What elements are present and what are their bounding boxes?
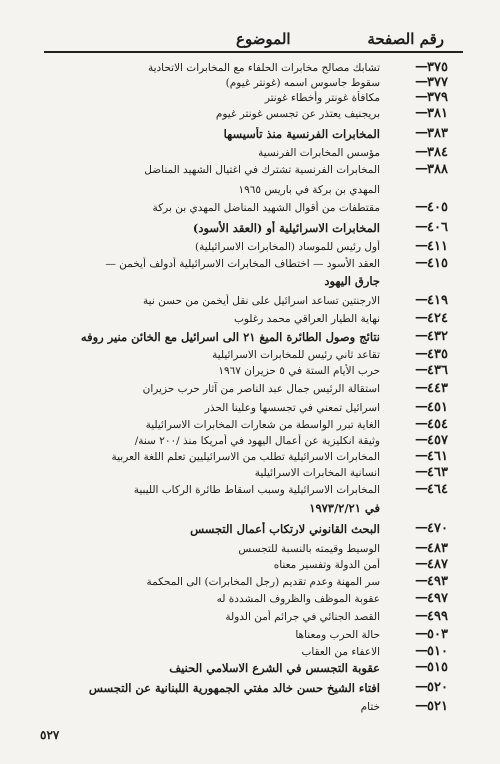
toc-dash: — (415, 74, 428, 89)
toc-entry (70, 521, 448, 537)
toc-page-number: ٤٥٧ (427, 433, 448, 448)
toc-dash: — (415, 380, 428, 395)
toc-page-number: ٣٧٧ (427, 75, 448, 90)
toc-entry-title: حالة الحرب ومعناها (295, 629, 380, 641)
toc-entry-title: المخابرات الفرنسية تشترك في اغتيال الشهيد المناضل (144, 164, 380, 176)
toc-dash: — (415, 608, 428, 623)
toc-entry (70, 465, 448, 481)
toc-entry-title: المهدي بن بركة في باريس ١٩٦٥ (238, 184, 380, 196)
toc-dash: — (415, 144, 428, 159)
toc-page-number: ٤٤٣ (427, 381, 448, 396)
toc-entry (70, 106, 448, 122)
toc-entry-title: مكافأة غونتر وأخطاء غونتر (264, 92, 380, 104)
toc-dash: — (415, 481, 428, 496)
toc-dash: — (415, 238, 428, 253)
toc-dash: — (415, 125, 428, 140)
toc-dash: — (415, 105, 428, 120)
toc-dash: — (415, 362, 428, 377)
toc-entry (70, 256, 448, 272)
toc-entry-title: المخابرات الاسرائيلية وسبب اسقاط طائرة الركاب الليبية (133, 484, 380, 496)
toc-page-number: ٤١٩ (427, 293, 448, 308)
toc-entry-title: مؤسس المخابرات الفرنسية (258, 147, 380, 159)
toc-entry-title: القصد الجنائي في جرائم أمن الدولة (225, 611, 380, 623)
toc-entry-title: الارجنتين تساعد اسرائيل على نقل أيخمن من حسن نية (143, 295, 380, 307)
toc-entry-title: المخابرات الفرنسية منذ تأسيسها (223, 127, 380, 141)
toc-entry (70, 329, 448, 345)
page-folio: ٥٢٧ (40, 728, 60, 742)
toc-entry-title: افتاء الشيخ حسن خالد مفتي الجمهورية اللبنانية عن التجسس (88, 681, 380, 695)
toc-page-number: ٤٣٢ (427, 329, 448, 344)
toc-page-number: ٤٠٥ (427, 200, 448, 215)
toc-page-number: ٥١٥ (427, 660, 448, 675)
toc-entry-title: أول رئيس للموساد (المخابرات الاسرائيلية) (194, 241, 380, 253)
toc-entry-title: نهاية الطيار العراقي محمد رغلوب (233, 313, 380, 325)
toc-page-number: ٥٢٠ (427, 680, 448, 695)
toc-page-number: ٤٧٠ (427, 521, 448, 536)
toc-page-number: ٤٨٧ (427, 557, 448, 572)
toc-entry-title: بريجنيف يعتذر عن تجسس غونتر غيوم (215, 108, 380, 120)
toc-entry (70, 182, 448, 198)
toc-entry-title: تقاعد ثاني رئيس للمخابرات الاسرائيلية (212, 349, 380, 361)
toc-entry (70, 417, 448, 433)
toc-page-number: ٤٩٣ (427, 574, 448, 589)
toc-dash: — (415, 590, 428, 605)
toc-entry (70, 126, 448, 142)
toc-entry (70, 400, 448, 416)
topic-heading: الموضوع (236, 30, 291, 48)
toc-entry-title: تشابك مصالح مخابرات الحلفاء مع المخابرات الاتحادية (147, 62, 380, 74)
toc-entry-title: العقد الأسود — اختطاف المخابرات الاسرائيلية أدولف أيخمن — (105, 258, 380, 270)
toc-entry (70, 75, 448, 91)
toc-page-number: ٤١١ (427, 239, 448, 254)
toc-entry (70, 449, 448, 465)
toc-page-number: ٥١٠ (427, 644, 448, 659)
toc-entry-title: الغاية تبرر الواسطة من شعارات المخابرات الاسرائيلية (145, 419, 380, 431)
toc-entry (70, 541, 448, 557)
toc-dash: — (415, 399, 428, 414)
toc-entry (70, 200, 448, 216)
toc-entry (70, 273, 448, 289)
toc-entry (70, 609, 448, 625)
toc-dash: — (415, 448, 428, 463)
toc-entry (70, 680, 448, 696)
toc-dash: — (415, 520, 428, 535)
toc-page-number: ٣٧٥ (427, 60, 448, 75)
toc-dash: — (415, 626, 428, 641)
toc-dash: — (415, 328, 428, 343)
toc-page-number: ٤١٥ (427, 256, 448, 271)
toc-entry-title: نتائج وصول الطائرة الميغ ٢١ الى اسرائيل مع الخائن منير روفه (80, 330, 380, 344)
toc-dash: — (415, 659, 428, 674)
toc-dash: — (415, 573, 428, 588)
toc-entry (70, 145, 448, 161)
toc-entry-title: سقوط جاسوس اسمه (غونتر غيوم) (225, 77, 380, 89)
toc-entry-title: المخابرات الاسرائيلية أو (العقد الأسود) (192, 221, 380, 235)
toc-dash: — (415, 161, 428, 176)
toc-entry-title: عقوبة الموظف والظروف المشددة له (216, 593, 380, 605)
toc-entry (70, 591, 448, 607)
toc-entry (70, 311, 448, 327)
toc-entry-title: الوسيط وقيمته بالنسبة للتجسس (238, 543, 380, 555)
toc-entry (70, 363, 448, 379)
toc-dash: — (415, 679, 428, 694)
toc-entry-title: في ١٩٧٣/٢/٢١ (309, 501, 380, 515)
toc-entry (70, 433, 448, 449)
toc-entry (70, 162, 448, 178)
toc-dash: — (415, 346, 428, 361)
toc-entry-title: سر المهنة وعدم تقديم (رجل المخابرات) الى المحكمة (146, 576, 380, 588)
toc-entry (70, 574, 448, 590)
toc-entry (70, 660, 448, 676)
toc-dash: — (415, 219, 428, 234)
toc-entry-title: المخابرات الاسرائيلية تطلب من الاسرائيليين تعلم اللغة العربية (111, 451, 380, 463)
toc-entry (70, 500, 448, 516)
toc-entry-title: الاعفاء من العقاب (301, 646, 380, 658)
toc-entry-title: انسانية المخابرات الاسرائيلية (254, 467, 380, 479)
toc-page-number: ٥٠٣ (427, 627, 448, 642)
toc-page-number: ٥٢١ (427, 699, 448, 714)
toc-page-number: ٤٦٣ (427, 465, 448, 480)
header-rule (44, 51, 463, 53)
toc-dash: — (415, 199, 428, 214)
toc-dash: — (415, 292, 428, 307)
toc-entry (70, 644, 448, 660)
toc-dash: — (415, 556, 428, 571)
toc-dash: — (415, 255, 428, 270)
toc-page-number: ٤٣٦ (427, 363, 448, 378)
toc-entry-title: البحث القانوني لارتكاب أعمال التجسس (190, 522, 380, 536)
toc-page-number: ٣٧٩ (427, 90, 448, 105)
toc-dash: — (415, 432, 428, 447)
toc-entry (70, 381, 448, 397)
toc-dash: — (415, 464, 428, 479)
toc-entry-title: أمن الدولة وتفسير معناه (273, 559, 380, 571)
toc-entry (70, 293, 448, 309)
toc-entry-title: اسرائيل تمعني في تجسسها وعلينا الحذر (204, 402, 380, 414)
toc-page-number: ٣٨١ (427, 106, 448, 121)
toc-entry-title: حرب الأيام الستة في ٥ حزيران ١٩٦٧ (218, 365, 380, 377)
toc-page-number: ٤٣٥ (427, 347, 448, 362)
toc-page-number: ٤٦٤ (427, 482, 448, 497)
toc-page-number: ٤٩٩ (427, 609, 448, 624)
toc-page-number: ٣٨٣ (427, 126, 448, 141)
toc-entry-title: استقالة الرئيس جمال عبد الناصر من آثار حرب حزيران (142, 383, 380, 395)
toc-page-number: ٣٨٨ (427, 162, 448, 177)
toc-entry (70, 347, 448, 363)
toc-entry-title: ختام (360, 701, 380, 713)
toc-page-number: ٤٦١ (427, 449, 448, 464)
toc-entry-title: مقتطفات من أقوال الشهيد المناضل المهدي بن بركة (152, 202, 380, 214)
toc-entry-title: جارق اليهود (324, 274, 380, 288)
toc-page-number: ٤٥١ (427, 400, 448, 415)
toc-entry (70, 482, 448, 498)
toc-page-number: ٤٥٤ (427, 417, 448, 432)
page-number-heading: رقم الصفحة (367, 30, 444, 48)
toc-entry-title: عقوبة التجسس في الشرع الاسلامي الحنيف (169, 661, 380, 675)
toc-entry (70, 60, 448, 76)
toc-entry (70, 239, 448, 255)
toc-page-number: ٤٩٧ (427, 591, 448, 606)
toc-entry (70, 699, 448, 715)
toc-entry (70, 220, 448, 236)
toc-dash: — (415, 310, 428, 325)
toc-page-number: ٤٨٣ (427, 541, 448, 556)
toc-entry (70, 627, 448, 643)
toc-entry (70, 557, 448, 573)
toc-dash: — (415, 416, 428, 431)
toc-dash: — (415, 59, 428, 74)
toc-page-number: ٤٢٤ (427, 311, 448, 326)
toc-entry (70, 90, 448, 106)
toc-dash: — (415, 540, 428, 555)
toc-page-number: ٤٠٦ (427, 220, 448, 235)
toc-entry-title: وثيقة انكليزية عن أعمال اليهود في أمريكا منذ /٢٠٠ سنة/ (134, 435, 380, 447)
toc-page-number: ٣٨٤ (427, 145, 448, 160)
toc-dash: — (415, 89, 428, 104)
toc-dash: — (415, 698, 428, 713)
toc-dash: — (415, 643, 428, 658)
